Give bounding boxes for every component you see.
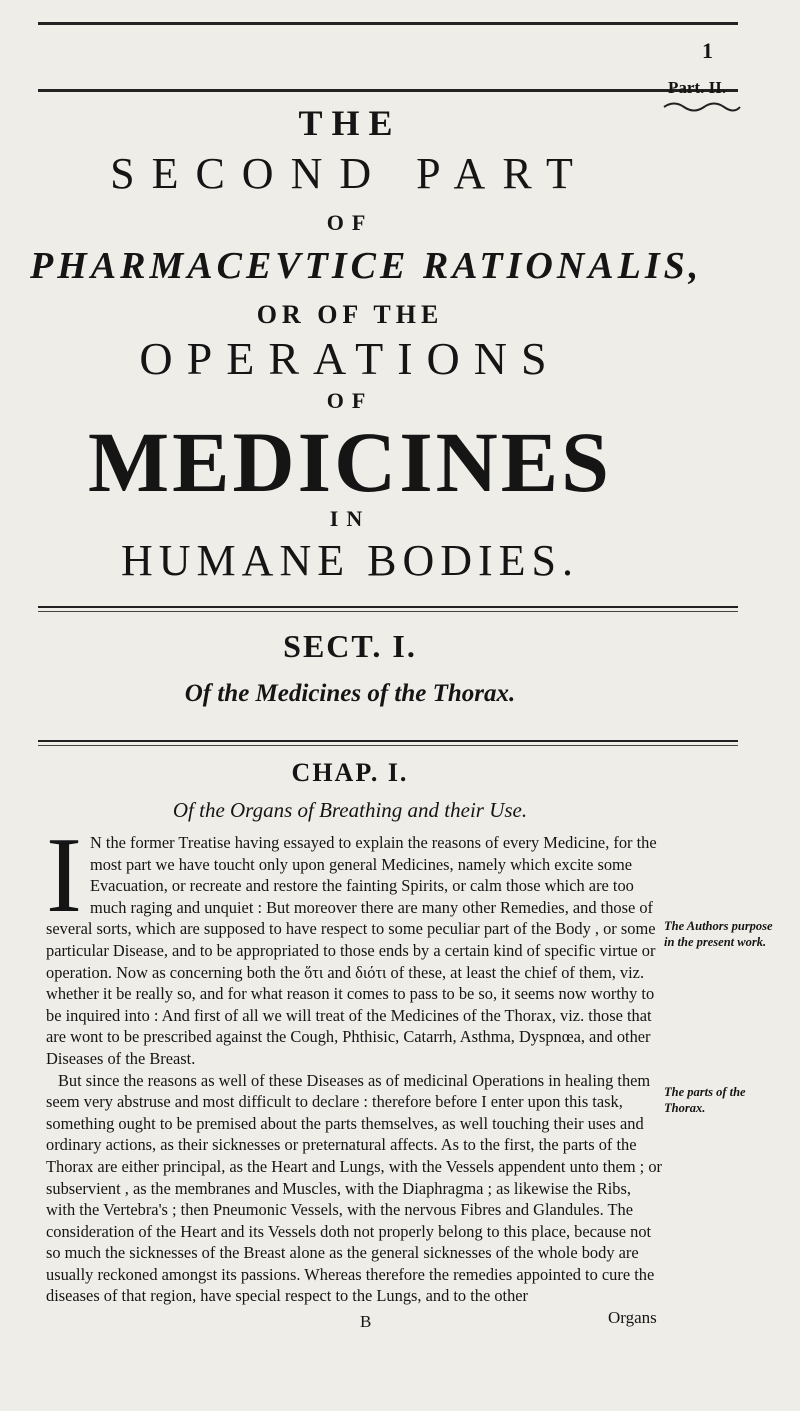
title-of-1: OF xyxy=(326,210,374,235)
title-the: THE xyxy=(298,103,402,143)
page-number: 1 xyxy=(702,38,713,63)
margin-note-authors-purpose: The Authors purpose in the present work. xyxy=(664,919,773,949)
body-text xyxy=(46,816,664,1307)
title-or-of-the: OR OF THE xyxy=(256,300,444,329)
drop-cap: I xyxy=(46,816,82,935)
section-rule xyxy=(38,606,738,608)
title-humane-bodies: HUMANE BODIES. xyxy=(121,536,579,585)
top-rule xyxy=(38,22,738,25)
section-heading: SECT. I. xyxy=(283,628,417,664)
title-medicines: MEDICINES xyxy=(88,414,612,510)
catchword: Organs xyxy=(608,1308,657,1327)
paragraph-1-text: N the former Treatise having essayed to explain the reasons of every Medicine, for the most part we have toucht only upon general Medicines, namely which excite some Evacuation, or recreate and restore the fainting Spirits, or calm those which are too much raging and unquiet : But moreover there are many other Remedies, and those of several sorts, which are supposed to have respect to some peculiar part of the Body , or some particular Disease, and to be appropriated to those ends by a certain kind of specific virtue or operation. Now as concerning both the ὅτι and διότι of these, at least the chief of them, viz. whether it be really so, and for what reason it comes to pass to be so, it seems now worthy to be inquired into : And first of all we will treat of the Medicines of the Thorax, viz. those that are wont to be prescribed against the Cough, Phthisic, Catarrh, Asthma, Dyspnœa, and other Diseases of the Breast. xyxy=(46,833,657,1068)
chapter-subtitle: Of the Organs of Breathing and their Use. xyxy=(172,798,528,822)
section-subtitle: Of the Medicines of the Thorax. xyxy=(184,680,516,707)
title-of-2: OF xyxy=(326,388,374,413)
title-operations: OPERATIONS xyxy=(139,333,561,384)
section-rule-thin xyxy=(38,611,738,612)
title-pharmaceutice: PHARMACEVTICE RATIONALIS, xyxy=(30,245,703,287)
title-in: IN xyxy=(329,506,371,531)
flourish-ornament-icon xyxy=(662,100,742,114)
chapter-rule xyxy=(38,740,738,742)
header-rule xyxy=(38,89,738,92)
title-second-part: SECOND PART xyxy=(110,149,590,198)
signature-mark: B xyxy=(360,1312,372,1331)
part-label: Part. II. xyxy=(668,78,727,97)
paragraph-1 xyxy=(46,816,664,1070)
chapter-rule-thin xyxy=(38,745,738,746)
paragraph-2: But since the reasons as well of these Diseases as of medicinal Operations in healing them seem very abstruse and most difficult to declare : therefore before I enter upon this task, something ought to be premised about the parts themselves, as well touching their uses and ordinary actions, as their sicknesses or preternatural affects. As to the first, the parts of the Thorax are either principal, as the Heart and Lungs, with the Vessels appendent unto them ; or subservient , as the membranes and Muscles, with the Diaphragma ; as likewise the Ribs, with the Vertebra's ; then Pneumonic Vessels, with the nervous Fibres and Glandules. The consideration of the Heart and its Vessels doth not properly belong to this place, because not so much the sicknesses of the Breast alone as the general sicknesses of the whole body are usually reckoned amongst its passions. Whereas therefore the remedies appointed to cure the diseases of that region, have special respect to the Lungs, and to the other xyxy=(46,1070,662,1306)
chapter-heading: CHAP. I. xyxy=(291,758,409,787)
margin-note-parts-of-thorax: The parts of the Thorax. xyxy=(664,1085,746,1115)
